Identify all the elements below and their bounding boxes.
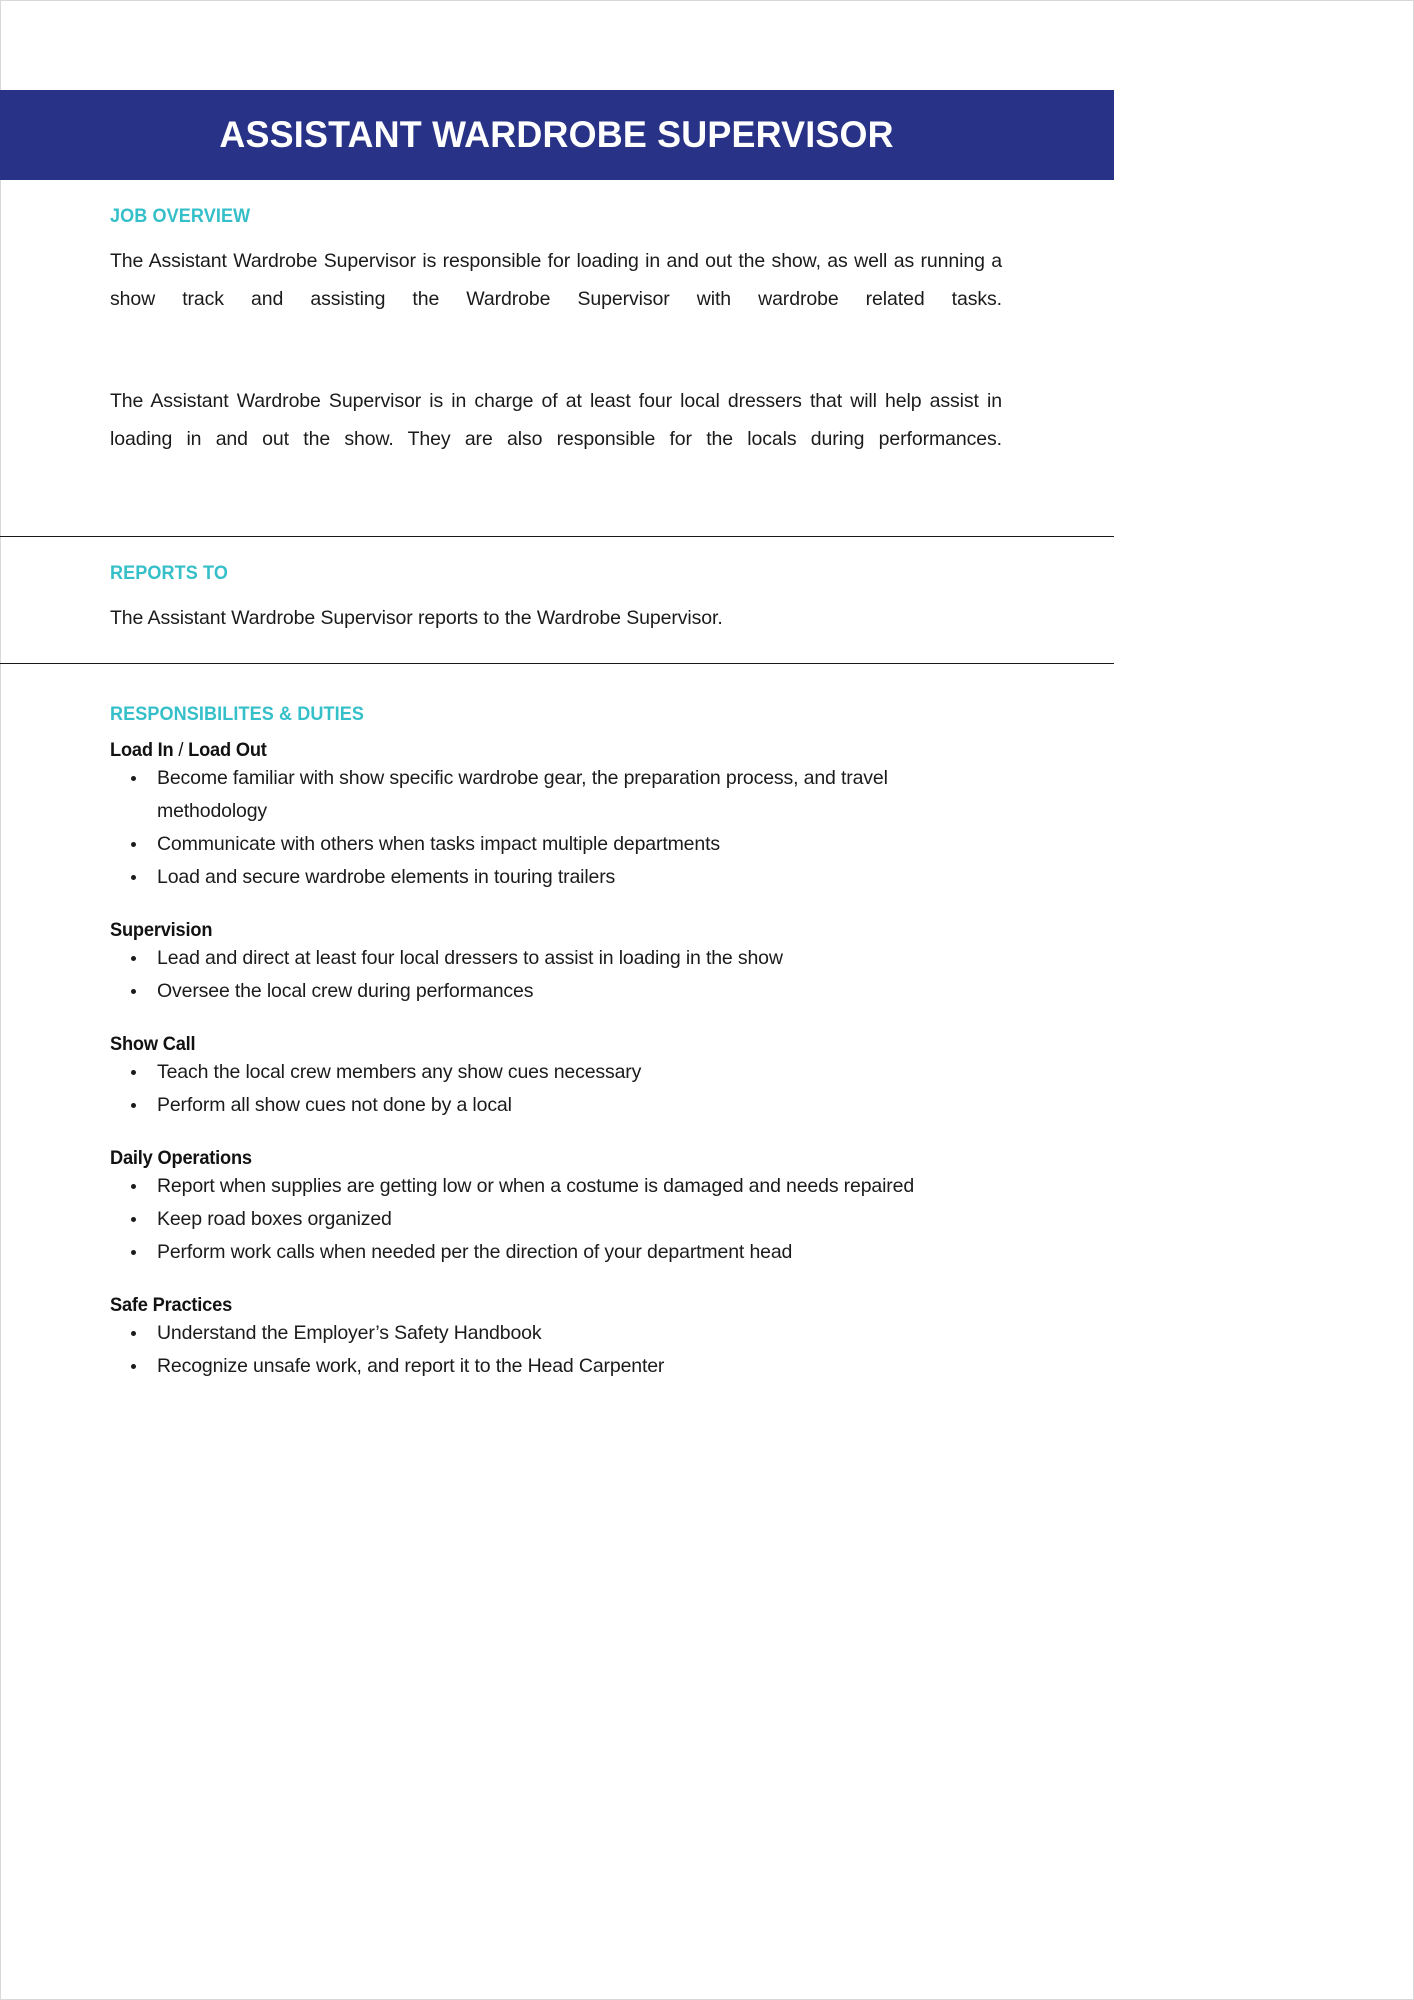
spacer xyxy=(0,496,1114,536)
document-body xyxy=(0,180,1114,1383)
spacer xyxy=(110,228,1002,242)
subheading-part-1: Load In xyxy=(110,740,174,761)
list-item xyxy=(125,1089,1002,1122)
bullet-icon xyxy=(131,1103,136,1108)
spacer xyxy=(110,585,1002,599)
title-banner xyxy=(0,90,1114,180)
list-item-text: Teach the local crew members any show cues necessary xyxy=(157,1061,642,1083)
spacer xyxy=(0,664,1114,704)
subheading-show-call: Show Call xyxy=(110,1034,196,1055)
heading-reports-to: REPORTS TO xyxy=(110,563,228,584)
heading-responsibilities: RESPONSIBILITES & DUTIES xyxy=(110,704,365,725)
spacer xyxy=(110,894,1002,920)
list-item-text: Become familiar with show specific wardrobe gear, the preparation process, and travel methodology xyxy=(157,767,888,822)
bullet-list-supervision xyxy=(110,942,1002,1008)
list-item-text: Lead and direct at least four local dressers to assist in loading in the show xyxy=(157,947,783,969)
list-item-text: Understand the Employer’s Safety Handbook xyxy=(157,1322,542,1344)
spacer xyxy=(110,726,1002,740)
subheading-separator: / xyxy=(173,740,189,761)
list-item xyxy=(125,861,1002,894)
list-item-text: Oversee the local crew during performances xyxy=(157,980,534,1002)
list-item-text: Load and secure wardrobe elements in touring trailers xyxy=(157,866,616,888)
bullet-icon xyxy=(131,1250,136,1255)
reports-to-paragraph: The Assistant Wardrobe Supervisor reports to the Wardrobe Supervisor. xyxy=(110,607,723,629)
list-item xyxy=(125,828,1002,861)
subheading-daily-operations: Daily Operations xyxy=(110,1148,252,1169)
heading-job-overview: JOB OVERVIEW xyxy=(110,206,251,227)
subheading-load-in-load-out xyxy=(110,740,966,762)
list-item xyxy=(125,942,1002,975)
list-item-text: Recognize unsafe work, and report it to the Head Carpenter xyxy=(157,1355,665,1377)
list-item xyxy=(125,762,1002,828)
subheading-safe-practices: Safe Practices xyxy=(110,1295,233,1316)
bullet-list-load-in-load-out xyxy=(110,762,1002,894)
spacer xyxy=(110,1122,1002,1148)
spacer xyxy=(0,637,1114,663)
bullet-icon xyxy=(131,956,136,961)
bullet-icon xyxy=(131,1331,136,1336)
bullet-icon xyxy=(131,1184,136,1189)
bullet-icon xyxy=(131,989,136,994)
spacer xyxy=(110,1269,1002,1295)
bullet-icon xyxy=(131,1070,136,1075)
list-item-text: Communicate with others when tasks impact multiple departments xyxy=(157,833,720,855)
list-item xyxy=(125,975,1002,1008)
list-item xyxy=(125,1350,1002,1383)
list-item-text: Perform work calls when needed per the direction of your department head xyxy=(157,1241,793,1263)
job-overview-paragraph-2: The Assistant Wardrobe Supervisor is in charge of at least four local dressers that will help assist in loading in and out the show. They are also responsible for the locals during performances. xyxy=(110,390,1002,450)
job-overview-paragraph-1: The Assistant Wardrobe Supervisor is responsible for loading in and out the show, as well as running a show track and assisting the Wardrobe Supervisor with wardrobe related tasks. xyxy=(110,250,1002,310)
spacer xyxy=(110,1008,1002,1034)
spacer xyxy=(0,537,1114,563)
bullet-icon xyxy=(131,776,136,781)
bullet-list-show-call xyxy=(110,1056,1002,1122)
list-item xyxy=(125,1236,1002,1269)
list-item xyxy=(125,1317,1002,1350)
list-item xyxy=(125,1056,1002,1089)
page-title: ASSISTANT WARDROBE SUPERVISOR xyxy=(219,114,895,155)
bullet-list-safe-practices xyxy=(110,1317,1002,1383)
bullet-icon xyxy=(131,1364,136,1369)
list-item xyxy=(125,1170,1002,1203)
section-job-overview xyxy=(0,206,1114,496)
list-item-text: Perform all show cues not done by a local xyxy=(157,1094,512,1116)
bullet-icon xyxy=(131,875,136,880)
list-item-text: Report when supplies are getting low or when a costume is damaged and needs repaired xyxy=(157,1175,915,1197)
bullet-list-daily-operations xyxy=(110,1170,1002,1269)
spacer xyxy=(0,180,1114,206)
subheading-part-2: Load Out xyxy=(188,740,267,761)
list-item xyxy=(125,1203,1002,1236)
subheading-supervision: Supervision xyxy=(110,920,213,941)
spacer xyxy=(110,356,1002,382)
bullet-icon xyxy=(131,842,136,847)
bullet-icon xyxy=(131,1217,136,1222)
list-item-text: Keep road boxes organized xyxy=(157,1208,392,1230)
section-responsibilities xyxy=(0,704,1114,1383)
section-reports-to xyxy=(0,563,1114,637)
